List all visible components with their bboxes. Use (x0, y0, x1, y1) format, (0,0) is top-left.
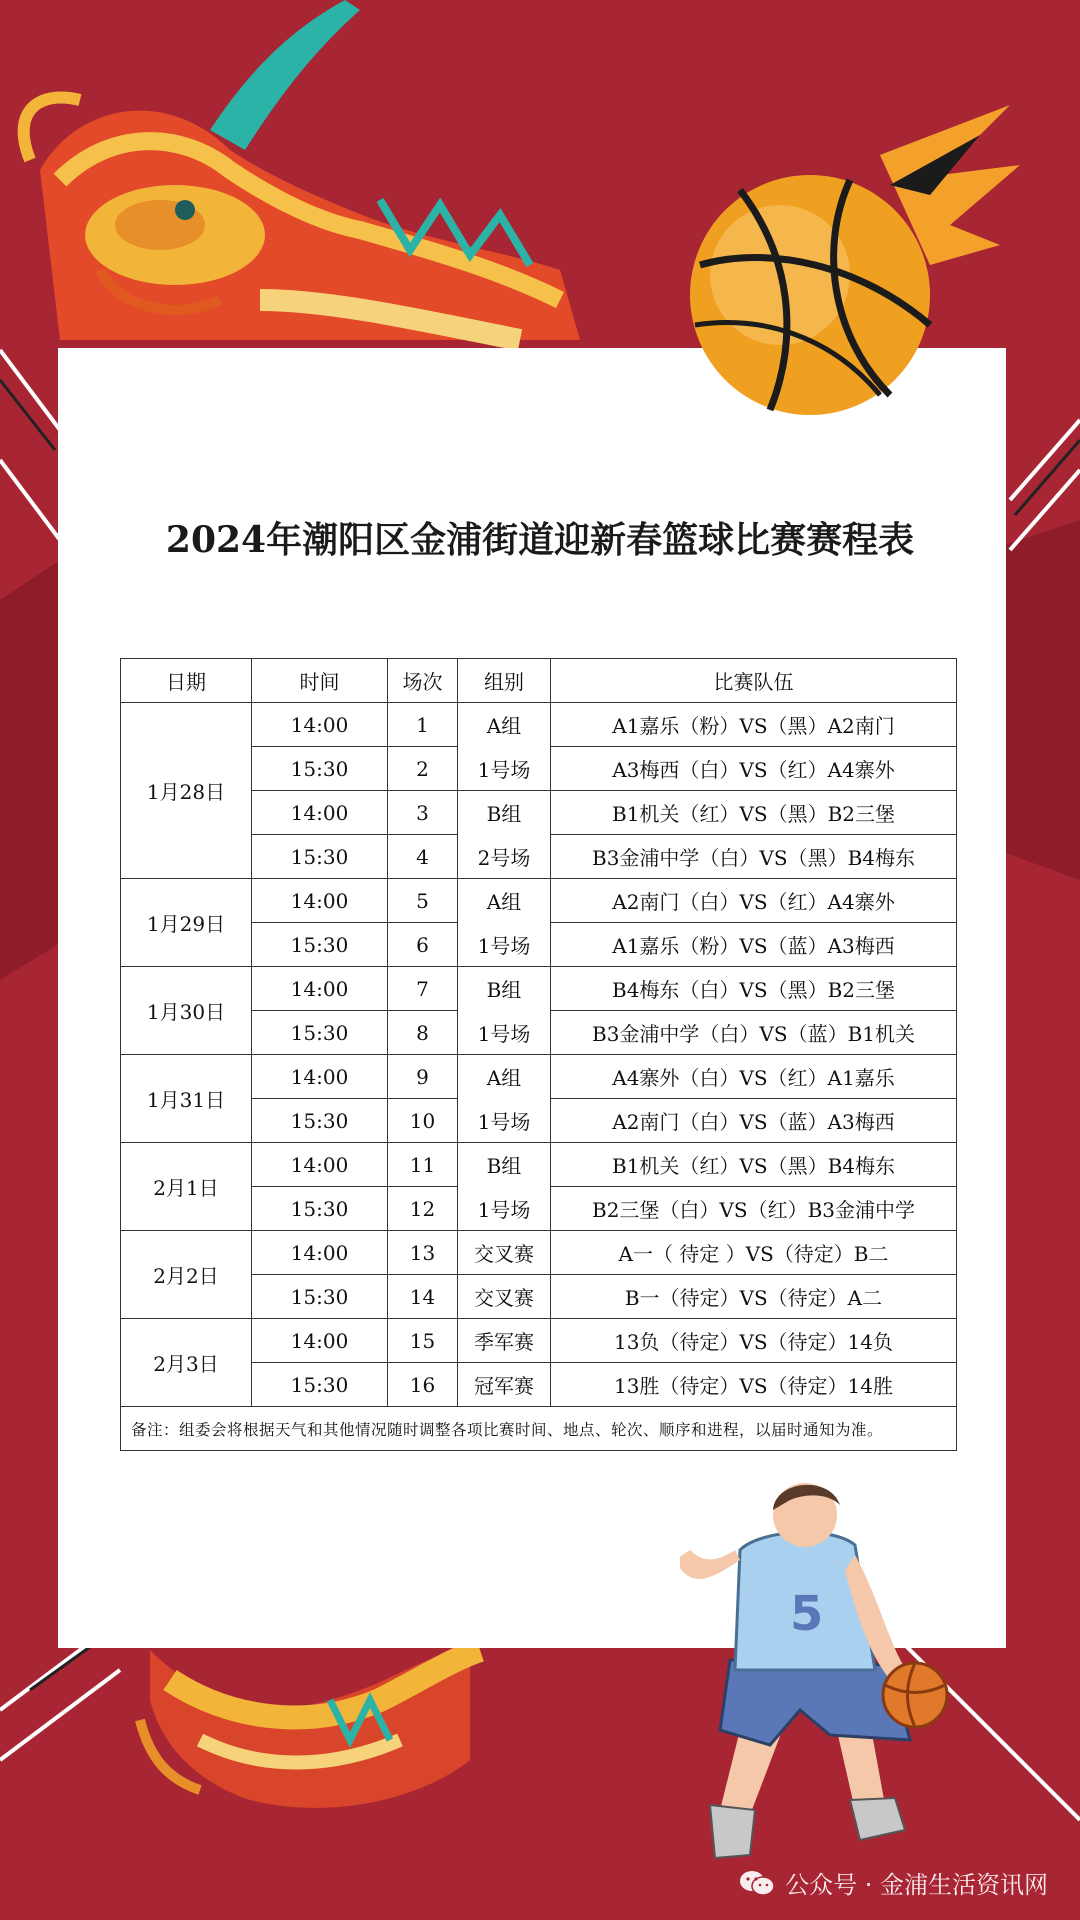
match-no-cell: 1 (388, 703, 458, 747)
time-cell: 15:30 (252, 1363, 388, 1407)
group-cell: 1号场 (458, 1099, 551, 1143)
group-cell: 交叉赛 (458, 1275, 551, 1319)
note-row (121, 1407, 957, 1451)
group-cell: A组 (458, 1055, 551, 1099)
match-no-cell: 3 (388, 791, 458, 835)
time-cell: 15:30 (252, 923, 388, 967)
teams-cell: A1嘉乐（粉）VS（蓝）A3梅西 (551, 923, 957, 967)
teams-cell: B3金浦中学（白）VS（蓝）B1机关 (551, 1011, 957, 1055)
header-time: 时间 (252, 659, 388, 703)
time-cell: 15:30 (252, 1275, 388, 1319)
teams-cell: A1嘉乐（粉）VS（黑）A2南门 (551, 703, 957, 747)
table-row (121, 1055, 957, 1099)
teams-cell: A一（ 待定 ）VS（待定）B二 (551, 1231, 957, 1275)
date-cell: 1月30日 (121, 967, 252, 1055)
date-cell: 1月29日 (121, 879, 252, 967)
date-cell: 2月2日 (121, 1231, 252, 1319)
wechat-icon (739, 1869, 775, 1897)
group-cell: 1号场 (458, 1187, 551, 1231)
match-no-cell: 10 (388, 1099, 458, 1143)
table-row (121, 1319, 957, 1363)
jersey-number: 5 (790, 1586, 824, 1642)
group-cell: 冠军赛 (458, 1363, 551, 1407)
time-cell: 15:30 (252, 747, 388, 791)
table-header-row (121, 659, 957, 703)
teams-cell: A2南门（白）VS（红）A4寨外 (551, 879, 957, 923)
match-no-cell: 15 (388, 1319, 458, 1363)
page-title: 2024年潮阳区金浦街道迎新春篮球比赛赛程表 (165, 519, 915, 561)
teams-cell: A2南门（白）VS（蓝）A3梅西 (551, 1099, 957, 1143)
time-cell: 15:30 (252, 835, 388, 879)
time-cell: 14:00 (252, 791, 388, 835)
match-no-cell: 4 (388, 835, 458, 879)
header-teams: 比赛队伍 (551, 659, 957, 703)
time-cell: 14:00 (252, 967, 388, 1011)
group-cell: 1号场 (458, 747, 551, 791)
group-cell: 季军赛 (458, 1319, 551, 1363)
match-no-cell: 8 (388, 1011, 458, 1055)
teams-cell: B4梅东（白）VS（黑）B2三堡 (551, 967, 957, 1011)
teams-cell: B一（待定）VS（待定）A二 (551, 1275, 957, 1319)
date-cell: 1月31日 (121, 1055, 252, 1143)
dragon-top-icon (24, 0, 580, 340)
note-text: 备注：组委会将根据天气和其他情况随时调整各项比赛时间、地点、轮次、顺序和进程，以届时通知为准。 (121, 1407, 957, 1451)
watermark-text: 公众号 · 金浦生活资讯网 (785, 1871, 1048, 1899)
group-cell: B组 (458, 967, 551, 1011)
table-row (121, 967, 957, 1011)
schedule-table (120, 658, 957, 1451)
time-cell: 14:00 (252, 1231, 388, 1275)
match-no-cell: 14 (388, 1275, 458, 1319)
table-row (121, 703, 957, 747)
match-no-cell: 9 (388, 1055, 458, 1099)
date-cell: 2月1日 (121, 1143, 252, 1231)
match-no-cell: 6 (388, 923, 458, 967)
time-cell: 14:00 (252, 703, 388, 747)
date-cell: 2月3日 (121, 1319, 252, 1407)
match-no-cell: 2 (388, 747, 458, 791)
group-cell: 1号场 (458, 923, 551, 967)
match-no-cell: 11 (388, 1143, 458, 1187)
time-cell: 15:30 (252, 1187, 388, 1231)
teams-cell: A3梅西（白）VS（红）A4寨外 (551, 747, 957, 791)
match-no-cell: 16 (388, 1363, 458, 1407)
header-match-no: 场次 (388, 659, 458, 703)
match-no-cell: 7 (388, 967, 458, 1011)
table-row (121, 1231, 957, 1275)
group-cell: 2号场 (458, 835, 551, 879)
teams-cell: B3金浦中学（白）VS（黑）B4梅东 (551, 835, 957, 879)
match-no-cell: 13 (388, 1231, 458, 1275)
time-cell: 15:30 (252, 1099, 388, 1143)
date-cell: 1月28日 (121, 703, 252, 879)
teams-cell: B2三堡（白）VS（红）B3金浦中学 (551, 1187, 957, 1231)
teams-cell: B1机关（红）VS（黑）B2三堡 (551, 791, 957, 835)
time-cell: 15:30 (252, 1011, 388, 1055)
basketball-player-icon (680, 1480, 1040, 1880)
table-row (121, 879, 957, 923)
watermark (739, 1865, 1048, 1900)
group-cell: 1号场 (458, 1011, 551, 1055)
teams-cell: 13负（待定）VS（待定）14负 (551, 1319, 957, 1363)
basketball-icon (680, 95, 1020, 425)
group-cell: A组 (458, 703, 551, 747)
time-cell: 14:00 (252, 1055, 388, 1099)
header-group: 组别 (458, 659, 551, 703)
group-cell: B组 (458, 1143, 551, 1187)
time-cell: 14:00 (252, 1319, 388, 1363)
match-no-cell: 12 (388, 1187, 458, 1231)
teams-cell: A4寨外（白）VS（红）A1嘉乐 (551, 1055, 957, 1099)
group-cell: A组 (458, 879, 551, 923)
group-cell: B组 (458, 791, 551, 835)
time-cell: 14:00 (252, 1143, 388, 1187)
match-no-cell: 5 (388, 879, 458, 923)
teams-cell: 13胜（待定）VS（待定）14胜 (551, 1363, 957, 1407)
table-row (121, 1143, 957, 1187)
header-date: 日期 (121, 659, 252, 703)
time-cell: 14:00 (252, 879, 388, 923)
teams-cell: B1机关（红）VS（黑）B4梅东 (551, 1143, 957, 1187)
group-cell: 交叉赛 (458, 1231, 551, 1275)
